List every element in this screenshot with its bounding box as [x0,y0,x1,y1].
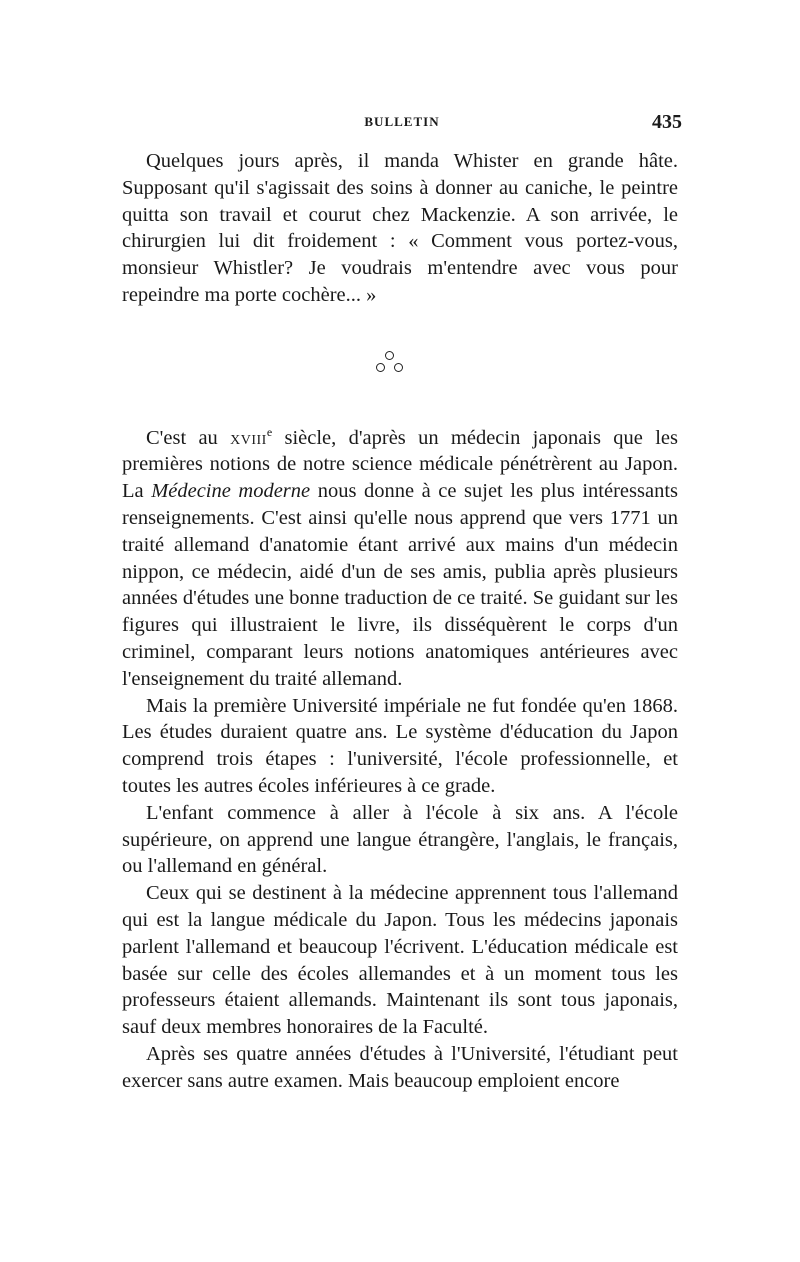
asterism-icon [372,351,408,381]
paragraph-whistler: Quelques jours après, il manda Whister en grande hâte. Supposant qu'il s'agissait des soins à donner au caniche, le peintre quitta son travail et courut chez Mackenzie. A son arrivée, le chirurgien lui dit froidement : « Comment vous portez-vous, monsieur Whistler? Je voudrais m'entendre avec vous pour repeindre ma porte cochère... » [122,150,678,306]
running-title: BULLETIN [364,114,440,129]
paragraph-exam: Après ses quatre années d'études à l'Université, l'étudiant peut exercer sans autre examen. Mais beaucoup emploient encore [122,1042,678,1092]
paragraph-japan-medicine: C'est au xviii$^e$ siècle, d'après un médecin japonais que les premières notions de notre science médicale pénétrèrent au Japon. La Médecine moderne nous donne à ce sujet les plus intéressants renseignements. C'est ainsi qu'elle nous apprend que vers 1771 un traité allemand d'anatomie étant arrivé aux mains d'un médecin nippon, ce médecin, aidé d'un de ses amis, publia après plusieurs années d'études une bonne traduction de ce traité. Se guidant sur les figures qui illustraient le livre, ils disséquèrent le corps d'un criminel, comparant leurs notions anatomiques antérieures avec l'enseignement du traité allemand. [122,424,678,690]
century-numeral: xviii [230,426,267,449]
century-suffix: e [266,424,273,439]
section-break [122,309,678,419]
running-head [122,111,682,138]
paragraph-german: Ceux qui se destinent à la médecine apprennent tous l'allemand qui est la langue médicale du Japon. Tous les médecins japonais parlent l'allemand et beaucoup l'écrivent. L'éducation médicale est basée sur celle des écoles allemandes et à un moment tous les professeurs étaient allemands. Maintenant ils sont tous japonais, sauf deux membres honoraires de la Faculté. [122,882,678,1039]
paragraph-school: L'enfant commence à aller à l'école à six ans. A l'école supérieure, on apprend une langue étrangère, l'anglais, le français, ou l'allemand en général. [122,801,678,878]
paragraph-university: Mais la première Université impériale ne fut fondée qu'en 1868. Les études duraient quatre ans. Le système d'éducation du Japon comprend trois étapes : l'université, l'école professionnelle, et toutes les autres écoles inférieures à ce grade. [122,694,678,797]
page-number: 435 [652,111,682,133]
journal-title: Médecine moderne [151,480,311,503]
body-text [122,148,678,1095]
